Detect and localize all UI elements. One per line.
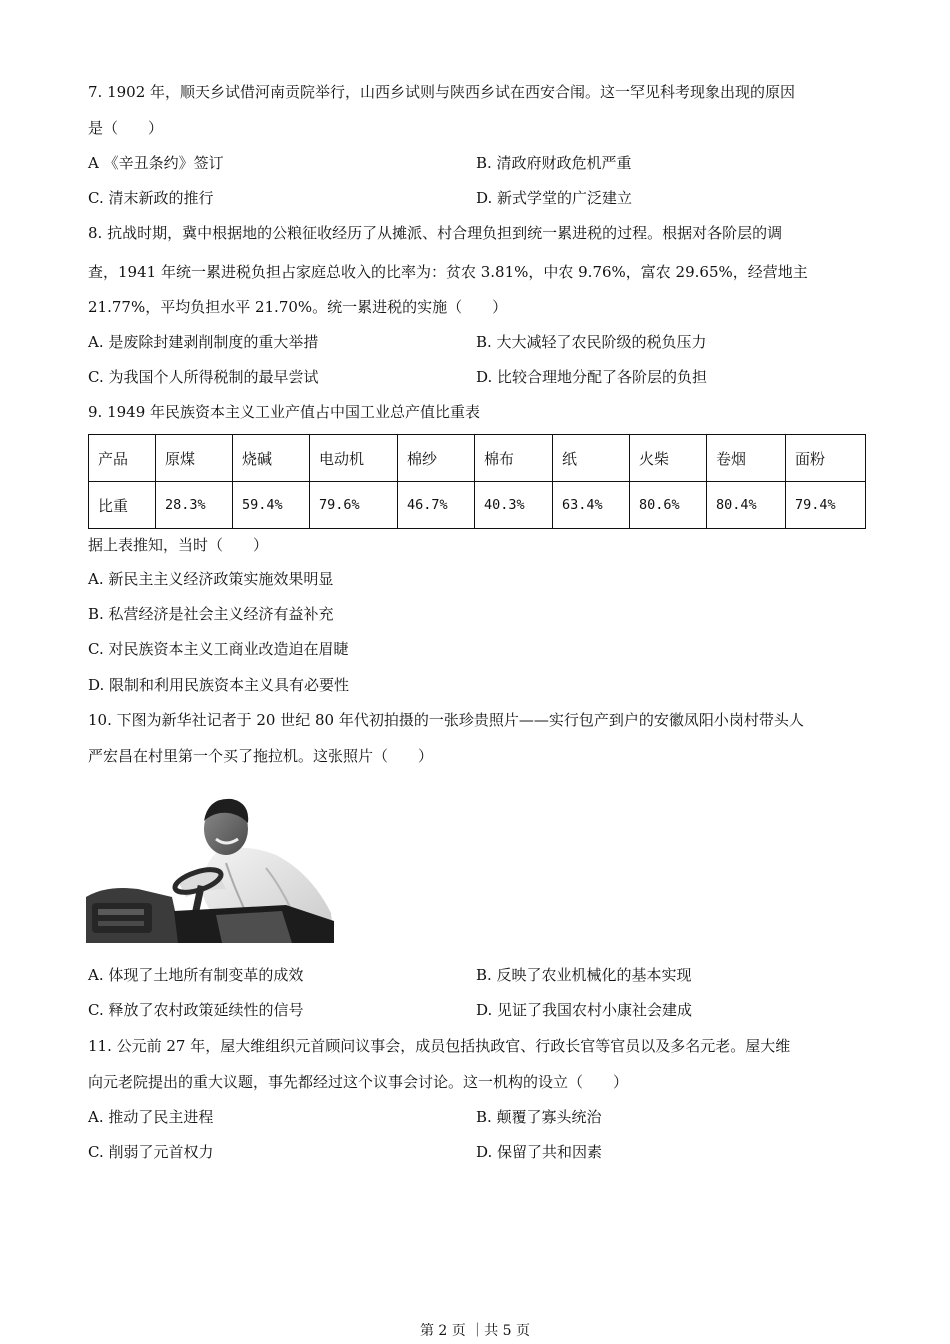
q10-option-c: C. 释放了农村政策延续性的信号 — [88, 1001, 304, 1019]
share-cell: 79.4% — [786, 482, 866, 529]
q7-option-c: C. 清末新政的推行 — [88, 189, 214, 207]
q9-after-table: 据上表推知，当时（ ） — [88, 536, 269, 554]
q11-option-c: C. 削弱了元首权力 — [88, 1143, 214, 1161]
table-row-products — [89, 435, 866, 482]
q10-option-b: B. 反映了农业机械化的基本实现 — [476, 966, 692, 984]
product-cell: 棉布 — [475, 435, 553, 482]
q8-stem-line2: 查，1941 年统一累进税负担占家庭总收入的比率为：贫农 3.81%，中农 9.76%，富农 29.65%，经营地主 — [88, 263, 808, 281]
table-header-cell: 比重 — [89, 482, 156, 529]
q10-stem-line2: 严宏昌在村里第一个买了拖拉机。这张照片（ ） — [88, 747, 434, 765]
q9-option-a: A. 新民主主义经济政策实施效果明显 — [88, 570, 334, 588]
share-cell: 40.3% — [475, 482, 553, 529]
q8-option-d: D. 比较合理地分配了各阶层的负担 — [476, 368, 708, 386]
q10-option-a: A. 体现了土地所有制变革的成效 — [88, 966, 304, 984]
q7-option-b: B. 清政府财政危机严重 — [476, 154, 632, 172]
q8-option-b: B. 大大减轻了农民阶级的税负压力 — [476, 333, 707, 351]
product-cell: 卷烟 — [707, 435, 786, 482]
product-cell: 原煤 — [156, 435, 233, 482]
q7-stem-line1: 7. 1902 年，顺天乡试借河南贡院举行，山西乡试则与陕西乡试在西安合闱。这一罕见科考现象出现的原因 — [88, 83, 796, 101]
product-cell: 烧碱 — [233, 435, 310, 482]
q10-option-d: D. 见证了我国农村小康社会建成 — [476, 1001, 693, 1019]
q8-stem-line1: 8. 抗战时期，冀中根据地的公粮征收经历了从摊派、村合理负担到统一累进税的过程。根据对各阶层的调 — [88, 224, 783, 242]
product-cell: 电动机 — [310, 435, 398, 482]
q11-option-b: B. 颠覆了寡头统治 — [476, 1108, 602, 1126]
q9-option-b: B. 私营经济是社会主义经济有益补充 — [88, 605, 334, 623]
product-cell: 棉纱 — [398, 435, 475, 482]
q8-stem-line3: 21.77%，平均负担水平 21.70%。统一累进税的实施（ ） — [88, 298, 508, 316]
table-header-cell: 产品 — [89, 435, 156, 482]
q9-stem: 9. 1949 年民族资本主义工业产值占中国工业总产值比重表 — [88, 403, 481, 421]
q8-option-c: C. 为我国个人所得税制的最早尝试 — [88, 368, 319, 386]
page-footer: 第 2 页 ｜共 5 页 — [419, 1323, 531, 1339]
share-cell: 80.4% — [707, 482, 786, 529]
q9-option-c: C. 对民族资本主义工商业改造迫在眉睫 — [88, 640, 349, 658]
q9-option-d: D. 限制和利用民族资本主义具有必要性 — [88, 676, 350, 694]
q11-stem-line2: 向元老院提出的重大议题，事先都经过这个议事会讨论。这一机构的设立（ ） — [88, 1073, 629, 1091]
q10-stem-line1: 10. 下图为新华社记者于 20 世纪 80 年代初拍摄的一张珍贵照片——实行包产到户的安徽凤阳小岗村带头人 — [88, 711, 804, 729]
share-cell: 63.4% — [553, 482, 630, 529]
q8-option-a: A. 是废除封建剥削制度的重大举措 — [88, 333, 319, 351]
q11-stem-line1: 11. 公元前 27 年，屋大维组织元首顾问议事会，成员包括执政官、行政长官等官员以及多名元老。屋大维 — [88, 1037, 791, 1055]
q11-option-d: D. 保留了共和因素 — [476, 1143, 603, 1161]
q9-data-table — [88, 434, 866, 529]
table-row-shares — [89, 482, 866, 529]
share-cell: 80.6% — [630, 482, 707, 529]
tractor-photo — [86, 793, 334, 943]
q7-option-a: A 《辛丑条约》签订 — [88, 154, 224, 172]
product-cell: 面粉 — [786, 435, 866, 482]
share-cell: 28.3% — [156, 482, 233, 529]
q7-stem-line2: 是（ ） — [88, 119, 164, 137]
q7-option-d: D. 新式学堂的广泛建立 — [476, 189, 633, 207]
share-cell: 79.6% — [310, 482, 398, 529]
product-cell: 纸 — [553, 435, 630, 482]
product-cell: 火柴 — [630, 435, 707, 482]
q11-option-a: A. 推动了民主进程 — [88, 1108, 214, 1126]
share-cell: 59.4% — [233, 482, 310, 529]
share-cell: 46.7% — [398, 482, 475, 529]
